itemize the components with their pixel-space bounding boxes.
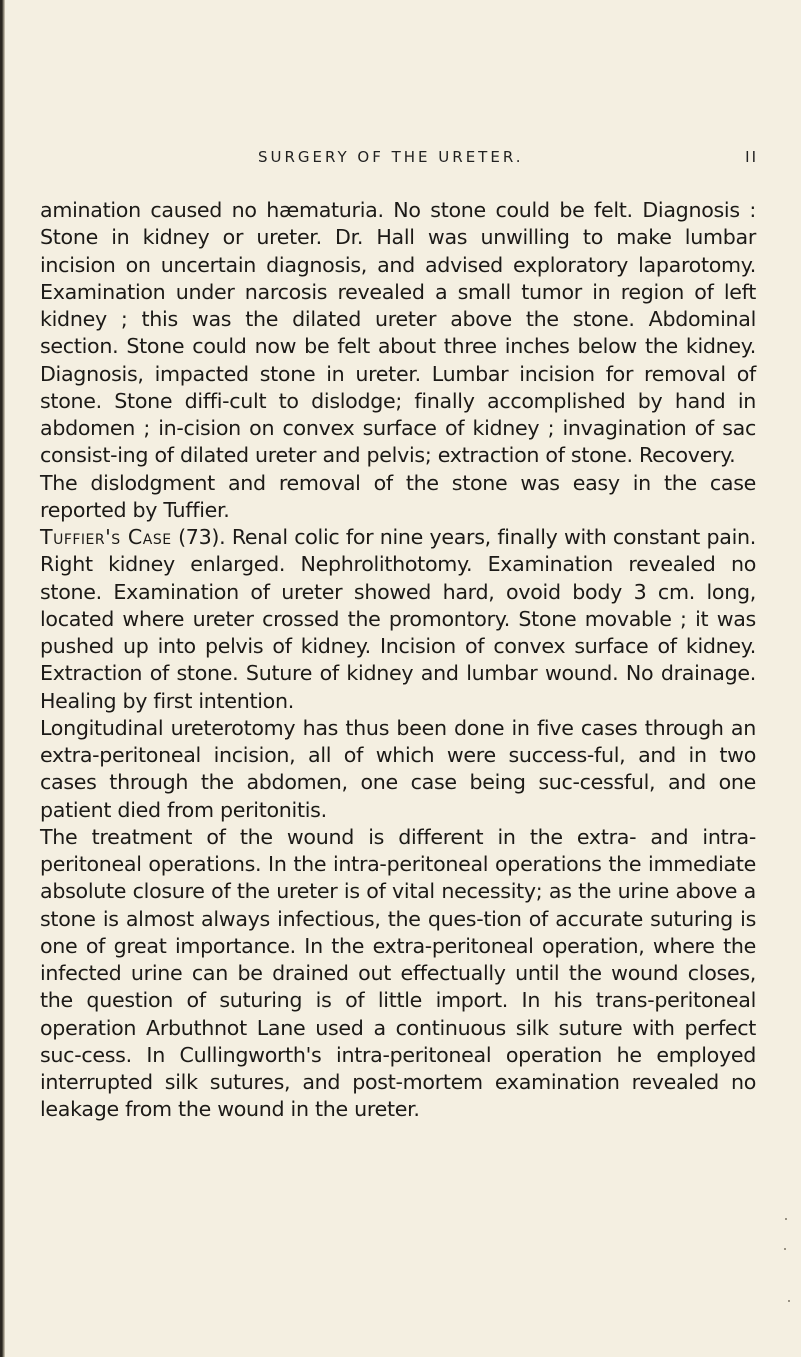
paragraph-ureterotomy-summary: Longitudinal ureterotomy has thus been done in five cases through an extra-peritoneal incision, all of which were success-ful, and in two cases through the abdomen, one case being suc-cessful, and one patient died from peritonitis. [40, 715, 756, 822]
paper-speck [784, 1248, 786, 1250]
page-header [258, 148, 758, 170]
case-body: (73). Renal colic for nine years, finally with constant pain. Right kidney enlarged. Nephrolithotomy. Examination revealed no stone. Examination of ureter showed hard, ovoid body 3 cm. long, located where ureter crossed the promontory. Stone movable ; it was pushed up into pelvis of kidney. Incision of convex surface of kidney. Extraction of stone. Suture of kidney and lumbar wound. No drainage. Healing by first intention. [40, 525, 756, 713]
page-number: II [745, 148, 758, 166]
paragraph-case-continuation: amination caused no hæmaturia. No stone could be felt. Diagnosis : Stone in kidney or ureter. Dr. Hall was unwilling to make lumbar incision on uncertain diagnosis, and advised exploratory laparotomy. Examination under narcosis revealed a small tumor in region of left kidney ; this was the dilated ureter above the stone. Abdominal section. Stone could now be felt about three inches below the kidney. Diagnosis, impacted stone in ureter. Lumbar incision for removal of stone. Stone diffi-cult to dislodge; finally accomplished by hand in abdomen ; in-cision on convex surface of kidney ; invagination of sac consist-ing of dilated ureter and pelvis; extraction of stone. Recovery. [40, 198, 756, 468]
case-heading: Tuffier's Case [40, 525, 172, 549]
paragraph-wound-treatment: The treatment of the wound is different in the extra- and intra-peritoneal operations. In the intra-peritoneal operations the immediate absolute closure of the ureter is of vital necessity; as the urine above a stone is almost always infectious, the ques-tion of accurate suturing is one of great importance. In the extra-peritoneal operation, where the infected urine can be drained out effectually until the wound closes, the question of suturing is of little import. In his trans-peritoneal operation Arbuthnot Lane used a continuous silk suture with perfect suc-cess. In Cullingworth's intra-peritoneal operation he employed interrupted silk sutures, and post-mortem examination revealed no leakage from the wound in the ureter. [40, 824, 756, 1122]
paragraph-tuffier-intro: The dislodgment and removal of the stone was easy in the case reported by Tuffier. [40, 470, 756, 522]
running-title: SURGERY OF THE URETER. [258, 148, 524, 166]
paragraph-tuffier-case [40, 524, 756, 715]
paper-speck [785, 1218, 787, 1220]
paper-speck [788, 1300, 790, 1302]
body-text [40, 197, 756, 1124]
page-binding-edge [0, 0, 5, 1357]
